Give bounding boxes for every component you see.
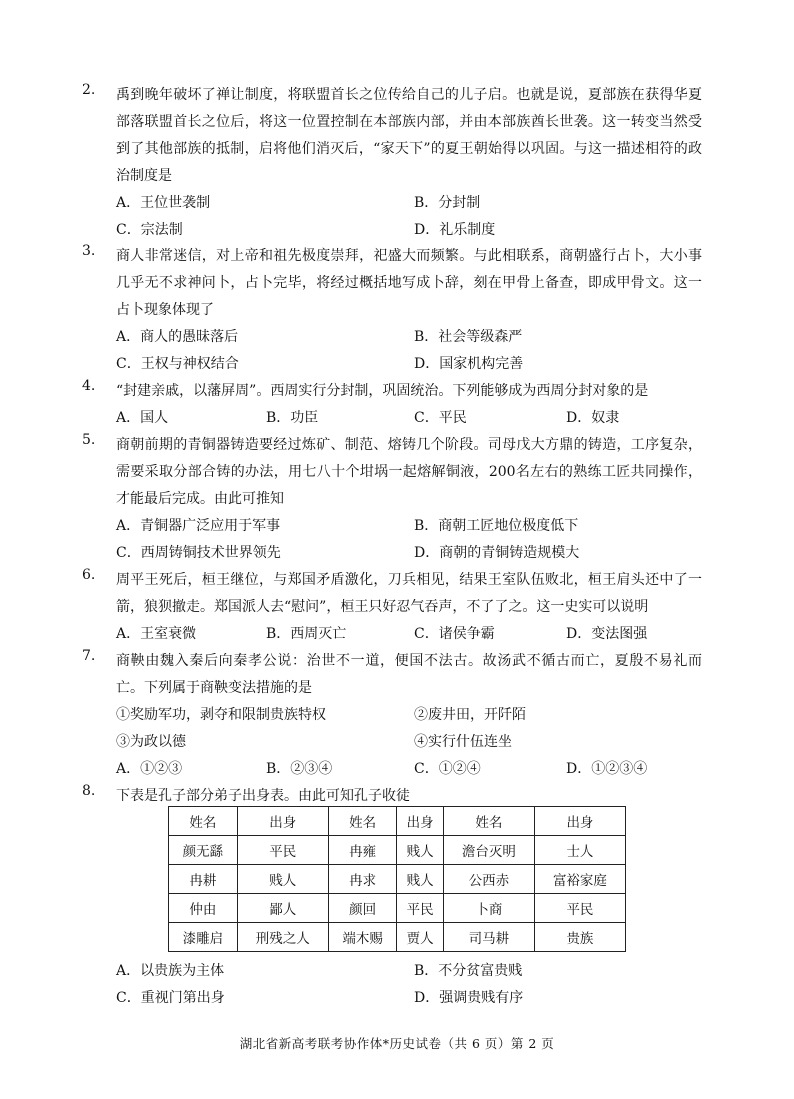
question-4 [82, 378, 702, 432]
table-cell: 澹台灭明 [443, 836, 534, 865]
question-number: 3. [82, 243, 96, 259]
question-2 [82, 82, 702, 244]
question-stem: 禹到晚年破坏了禅让制度，将联盟首长之位传给自己的儿子启。也就是说，夏部族在获得华夏部落联盟首长之位后，将这一位置控制在本部族内部，并由本部族酋长世袭。这一转变当然受到了其他部族的抵制，启将他们消灭后，“家天下”的夏王朝始得以巩固。与这一描述相符的政治制度是 [116, 87, 702, 184]
table-cell: 刑残之人 [237, 923, 328, 952]
statement-item-4: ④实行什伍连坐 [414, 734, 512, 750]
question-7 [82, 648, 702, 783]
option-d[interactable]: D．国家机构完善 [414, 356, 524, 372]
option-c[interactable]: C．诸侯争霸 [414, 626, 495, 642]
option-a[interactable]: A．王位世袭制 [116, 195, 211, 211]
question-3 [82, 243, 702, 378]
table-cell: 颜无繇 [169, 836, 238, 865]
table-cell: 贾人 [397, 923, 443, 952]
option-d[interactable]: D．奴隶 [566, 410, 620, 426]
table-cell: 贱人 [397, 836, 443, 865]
option-a[interactable]: A．商人的愚昧落后 [116, 329, 239, 345]
question-6 [82, 567, 702, 648]
table-header-cell: 姓名 [328, 807, 397, 836]
table-cell: 鄙人 [237, 894, 328, 923]
options [116, 324, 702, 378]
table-cell: 富裕家庭 [534, 865, 625, 894]
table-row [169, 836, 626, 865]
table-row [169, 923, 626, 952]
option-d[interactable]: D．变法图强 [566, 626, 648, 642]
table-header-cell: 出身 [237, 807, 328, 836]
option-a[interactable]: A．以贵族为主体 [116, 963, 225, 979]
table-header-row [169, 807, 626, 836]
table-cell: 冉耕 [169, 865, 238, 894]
table-row [169, 865, 626, 894]
question-stem: “封建亲戚，以藩屏周”。西周实行分封制，巩固统治。下列能够成为西周分封对象的是 [116, 383, 649, 399]
option-b[interactable]: B．西周灭亡 [266, 626, 347, 642]
table-header-cell: 姓名 [443, 807, 534, 836]
disciples-origin-table [168, 806, 626, 952]
question-number: 2. [82, 82, 96, 98]
question-stem: 下表是孔子部分弟子出身表。由此可知孔子收徒 [116, 788, 410, 804]
table-cell: 平民 [534, 894, 625, 923]
option-d[interactable]: D．商朝的青铜铸造规模大 [414, 545, 580, 561]
question-stem: 商朝前期的青铜器铸造要经过炼矿、制范、熔铸几个阶段。司母戊大方鼎的铸造，工序复杂，需要采取分部合铸的办法，用七八十个坩埚一起熔解铜液，200名左右的熟练工匠共同操作，才能最后完成。由此可推知 [116, 437, 702, 507]
option-c[interactable]: C．王权与神权结合 [116, 356, 239, 372]
option-b[interactable]: B．商朝工匠地位极度低下 [414, 518, 579, 534]
option-c[interactable]: C．宗法制 [116, 222, 183, 238]
question-stem: 商人非常迷信，对上帝和祖先极度崇拜，祀盛大而频繁。与此相联系，商朝盛行占卜，大小事几乎无不求神问卜，占卜完毕，将经过概括地写成卜辞，刻在甲骨上备查，即成甲骨文。这一占卜现象体现了 [116, 248, 702, 318]
table-cell: 贱人 [397, 865, 443, 894]
option-a[interactable]: A．国人 [116, 410, 169, 426]
table-cell: 平民 [397, 894, 443, 923]
option-d[interactable]: D．强调贵贱有序 [414, 990, 524, 1006]
question-stem: 商鞅由魏入秦后向秦孝公说：治世不一道，便国不法古。故汤武不循古而亡，夏殷不易礼而亡。下列属于商鞅变法措施的是 [116, 653, 702, 696]
option-b[interactable]: B．②③④ [266, 761, 333, 777]
table-row [169, 894, 626, 923]
question-5 [82, 432, 702, 567]
table-header-cell: 出身 [397, 807, 443, 836]
option-c[interactable]: C．平民 [414, 410, 467, 426]
options [116, 190, 702, 244]
table-cell: 贵族 [534, 923, 625, 952]
option-a[interactable]: A．青铜器广泛应用于军事 [116, 518, 281, 534]
table-header-cell: 出身 [534, 807, 625, 836]
options [116, 958, 702, 1012]
option-b[interactable]: B．不分贫富贵贱 [414, 963, 523, 979]
option-c[interactable]: C．重视门第出身 [116, 990, 225, 1006]
question-number: 8. [82, 783, 96, 799]
table-header-cell: 姓名 [169, 807, 238, 836]
table-cell: 贱人 [237, 865, 328, 894]
option-d[interactable]: D．①②③④ [566, 761, 648, 777]
question-number: 5. [82, 432, 96, 448]
table-cell: 平民 [237, 836, 328, 865]
table-cell: 仲由 [169, 894, 238, 923]
option-b[interactable]: B．社会等级森严 [414, 329, 523, 345]
table-cell: 公西赤 [443, 865, 534, 894]
statement-items [116, 702, 702, 756]
option-b[interactable]: B．功臣 [266, 410, 319, 426]
table-cell: 冉雍 [328, 836, 397, 865]
options [116, 405, 702, 432]
table-cell: 士人 [534, 836, 625, 865]
options [116, 756, 702, 783]
table-cell: 颜回 [328, 894, 397, 923]
option-a[interactable]: A．①②③ [116, 761, 183, 777]
statement-item-3: ③为政以德 [116, 734, 186, 750]
option-b[interactable]: B．分封制 [414, 195, 481, 211]
option-c[interactable]: C．①②④ [414, 761, 481, 777]
option-d[interactable]: D．礼乐制度 [414, 222, 496, 238]
options [116, 513, 702, 567]
table-cell: 端木赐 [328, 923, 397, 952]
statement-item-1: ①奖励军功，剥夺和限制贵族特权 [116, 707, 326, 723]
question-8-options [82, 958, 702, 1012]
table-cell: 冉求 [328, 865, 397, 894]
option-c[interactable]: C．西周铸铜技术世界领先 [116, 545, 281, 561]
table-cell: 司马耕 [443, 923, 534, 952]
question-stem: 周平王死后，桓王继位，与郑国矛盾激化，刀兵相见，结果王室队伍败北，桓王肩头还中了一箭，狼狈撤走。郑国派人去“慰问”，桓王只好忍气吞声，不了了之。这一史实可以说明 [116, 572, 702, 615]
page-footer: 湖北省新高考联考协作体*历史试卷（共 6 页）第 2 页 [239, 1036, 555, 1051]
table-cell: 卜商 [443, 894, 534, 923]
question-number: 6. [82, 567, 96, 583]
question-number: 4. [82, 378, 96, 394]
question-number: 7. [82, 648, 96, 664]
statement-item-2: ②废井田，开阡陌 [414, 707, 526, 723]
table-cell: 漆雕启 [169, 923, 238, 952]
options [116, 621, 702, 648]
option-a[interactable]: A．王室衰微 [116, 626, 197, 642]
